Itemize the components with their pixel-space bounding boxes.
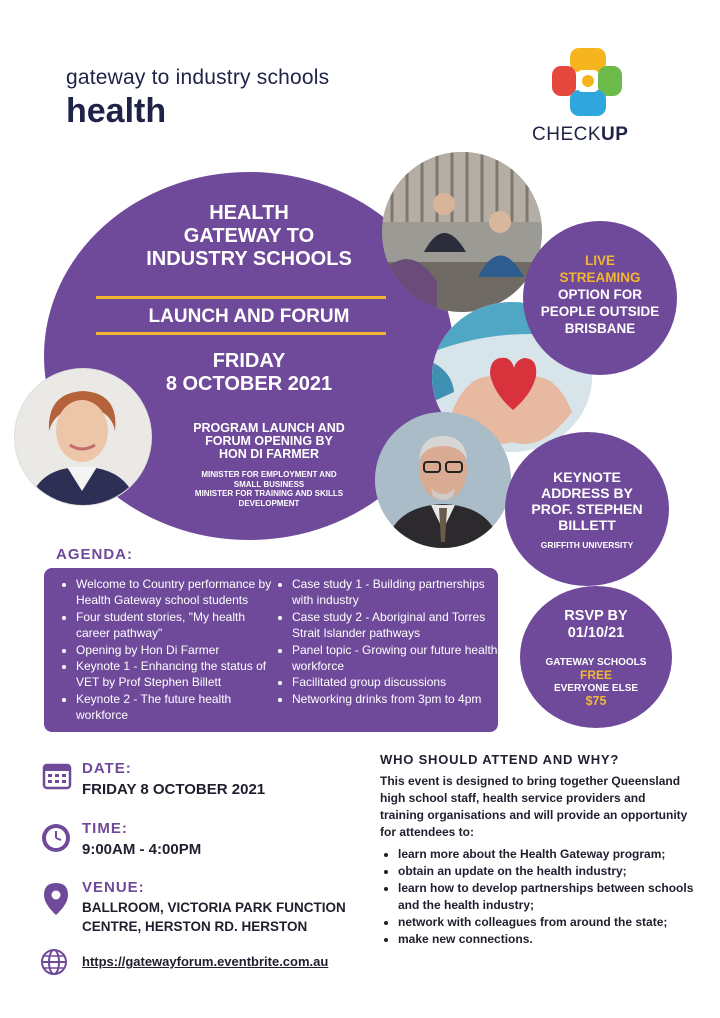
keynote-circle [505,432,669,586]
list-item: • make new connections. [398,931,710,948]
keynote-line3: PROF. STEPHEN [531,501,643,517]
who-should-attend-list [380,846,710,948]
event-title-line1: HEALTH [209,202,289,224]
list-item: • learn more about the Health Gateway program; [398,846,710,863]
date-label: DATE: [82,760,132,777]
gold-divider-top [96,296,386,299]
minister-role-line4: DEVELOPMENT [238,498,300,508]
agenda-item: • Case study 1 - Building partnerships with industry [292,576,504,609]
agenda-box [44,568,498,732]
who-should-attend-title: WHO SHOULD ATTEND AND WHY? [380,752,620,767]
list-item: • obtain an update on the health industry; [398,863,710,880]
agenda-list-right [276,576,504,707]
globe-icon [40,948,68,981]
checkup-logo-icon [540,46,640,122]
keynote-affiliation: GRIFFITH UNIVERSITY [540,540,634,550]
agenda-title: AGENDA: [56,546,133,563]
venue-line2: CENTRE, HERSTON RD. HERSTON [82,919,308,934]
keynote-line4: BILLETT [558,517,616,533]
agenda-list-left [60,576,276,724]
brand-title: health [66,92,167,130]
agenda-item: • Welcome to Country performance by Health Gateway school students [76,576,276,609]
rsvp-everyone-label: EVERYONE ELSE [553,683,639,694]
date-value: FRIDAY 8 OCTOBER 2021 [82,781,266,798]
event-subtitle: LAUNCH AND FORUM [148,306,350,327]
who-should-attend-intro: This event is designed to bring together Queensland high school staff, health service providers and training organisations and will provide an opportunity for attendees to: [380,774,688,839]
map-pin-icon [43,882,69,921]
venue-line1: BALLROOM, VICTORIA PARK FUNCTION [82,900,346,915]
agenda-item: • Networking drinks from 3pm to 4pm [292,691,504,707]
rsvp-line1: RSVP BY [564,608,628,624]
rsvp-price: $75 [585,694,607,708]
live-line1: LIVE [584,253,615,268]
checkup-logo-text-check: CHECK [532,124,602,145]
keynote-line1: KEYNOTE [553,469,621,485]
calendar-icon [42,760,72,795]
rsvp-line2: 01/10/21 [567,625,625,641]
agenda-item: • Keynote 1 - Enhancing the status of VET by Prof Stephen Billett [76,658,276,691]
rsvp-circle [520,586,672,728]
agenda-item: • Keynote 2 - The future health workforce [76,691,276,724]
list-item: • learn how to develop partnerships between schools and the health industry; [398,880,710,914]
clock-icon [40,822,72,859]
rsvp-free: FREE [579,668,612,682]
time-value: 9:00AM - 4:00PM [82,841,202,858]
agenda-item: • Facilitated group discussions [292,674,504,690]
opening-line2: FORUM OPENING BY [205,434,333,448]
minister-role-line1: MINISTER FOR EMPLOYMENT AND [201,470,337,479]
event-url-link[interactable]: https://gatewayforum.eventbrite.com.au [82,954,329,969]
minister-role-line2: SMALL BUSINESS [233,479,305,489]
opening-line3: HON DI FARMER [219,447,319,461]
brand-tagline: gateway to industry schools [66,66,330,89]
agenda-item: • Case study 2 - Aboriginal and Torres Strait Islander pathways [292,609,504,642]
live-line5: BRISBANE [564,321,636,336]
event-date-line2: 8 OCTOBER 2021 [165,373,333,395]
time-label: TIME: [82,820,128,837]
stephen-billett-portrait [375,412,511,548]
agenda-item: • Opening by Hon Di Farmer [76,642,276,658]
agenda-item: • Four student stories, "My health career pathway" [76,609,276,642]
venue-label: VENUE: [82,879,145,896]
live-line4: PEOPLE OUTSIDE [540,304,660,319]
list-item: • network with colleagues from around the state; [398,914,710,931]
live-line2: STREAMING [559,270,641,285]
checkup-logo [532,46,640,146]
event-title-line3: INDUSTRY SCHOOLS [146,248,352,270]
live-streaming-circle [523,221,677,375]
rsvp-gateway-label: GATEWAY SCHOOLS [545,657,647,668]
agenda-item: • Panel topic - Growing our future health workforce [292,642,504,675]
di-farmer-portrait [14,368,152,506]
event-date-line1: FRIDAY [212,350,286,372]
students-photo [382,152,542,312]
live-line3: OPTION FOR [558,287,642,302]
event-title-line2: GATEWAY TO [183,225,315,247]
minister-role-line3: MINISTER FOR TRAINING AND SKILLS [194,489,344,498]
gold-divider-bottom [96,332,386,335]
opening-line1: PROGRAM LAUNCH AND [193,421,345,435]
keynote-line2: ADDRESS BY [541,485,633,501]
checkup-logo-text-up: UP [601,124,629,145]
